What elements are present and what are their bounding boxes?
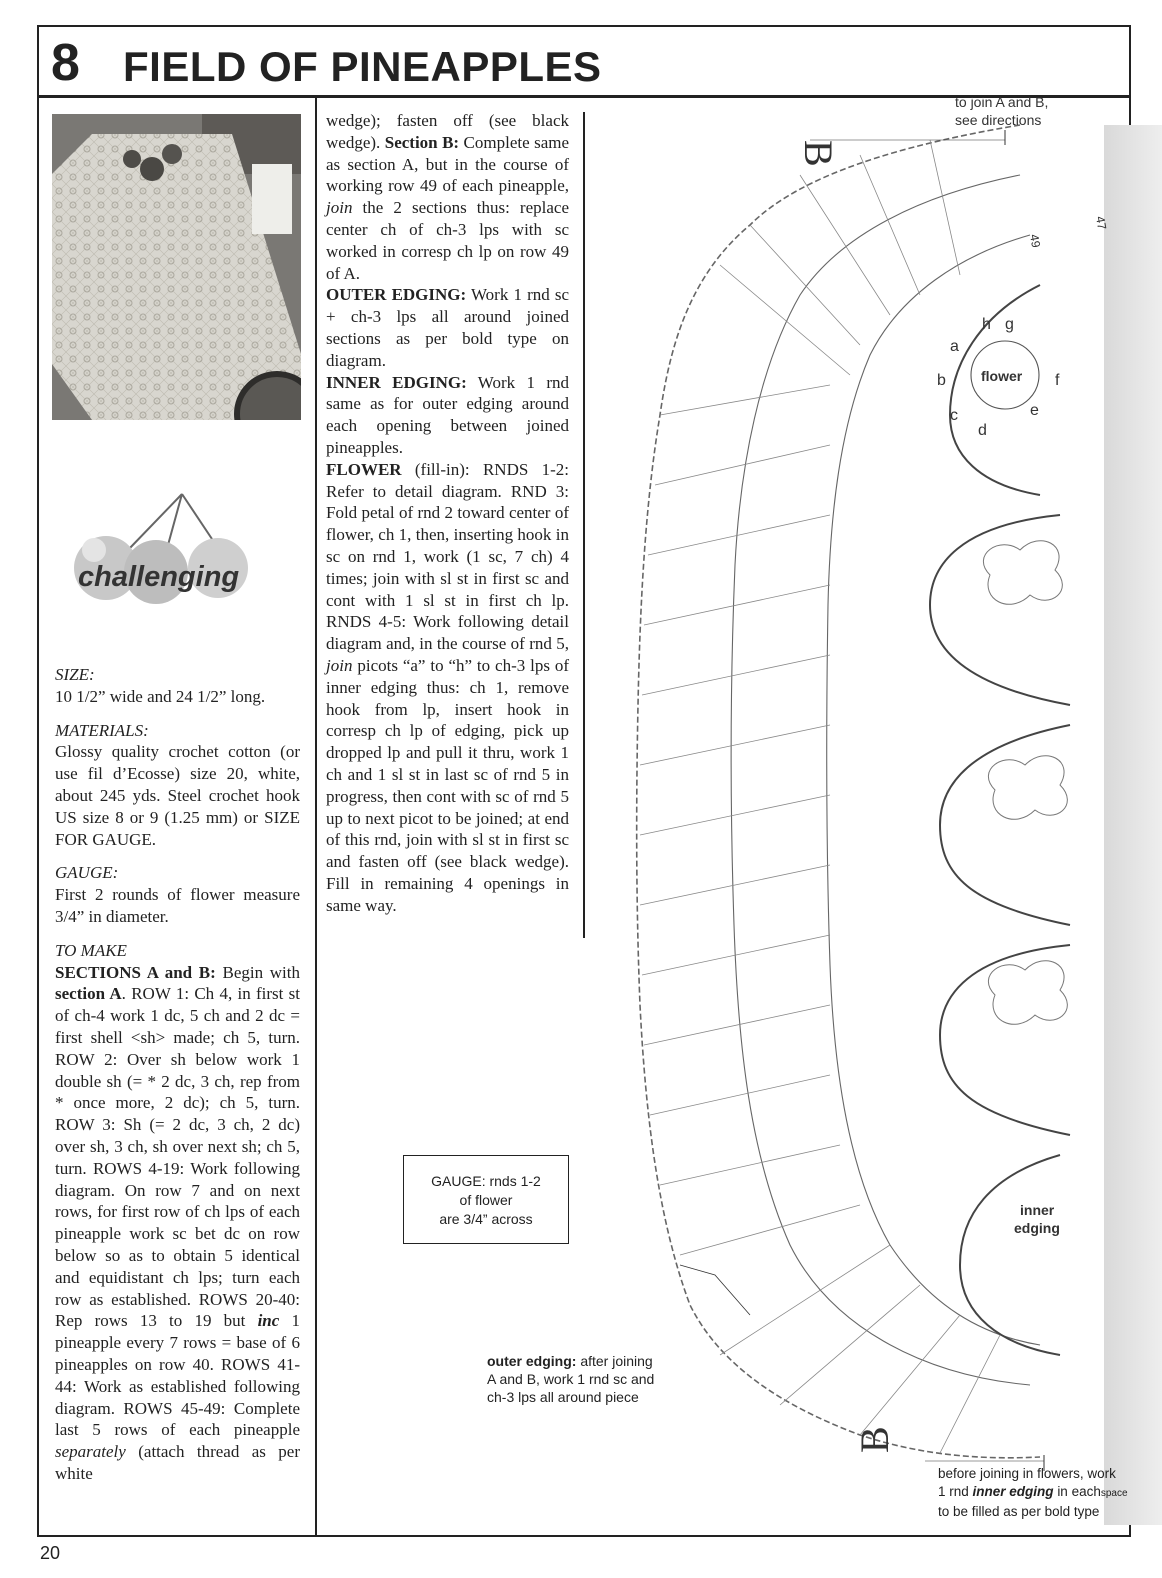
picot-letter-b: b: [937, 372, 946, 389]
flower-join: join: [326, 655, 353, 675]
flower-label: flower: [981, 368, 1023, 384]
join-label: join: [326, 198, 353, 218]
picot-letter-d: d: [978, 422, 987, 439]
column-divider-left: [315, 98, 317, 1537]
bottom-note-space: space: [1100, 1488, 1128, 1499]
size-heading: SIZE:: [55, 665, 95, 684]
outer-edging-note: [487, 1352, 687, 1406]
p1-c: the 2 sections thus: replace center ch of ch-3 lps with sc worked in corresp ch lp on row 49 of A.: [326, 198, 569, 283]
outer-edging-label: OUTER EDGING:: [326, 285, 467, 305]
column-divider-middle: [583, 112, 585, 938]
p1-b: Complete same as section A, but in the course of working row 49 of each pineapple,: [326, 132, 570, 196]
cherry-icon: [68, 490, 268, 620]
page-title: FIELD OF PINEAPPLES: [123, 43, 602, 90]
gauge-box: [403, 1155, 569, 1244]
page-number: 20: [40, 1543, 61, 1563]
product-photo: [52, 114, 301, 420]
picot-letter-a: a: [950, 338, 959, 355]
gauge-box-line-3: are 3/4” across: [439, 1211, 533, 1227]
sections-paragraph: [55, 962, 300, 1485]
picot-letter-f: f: [1055, 372, 1060, 389]
diagram-label-b-bottom: B: [852, 1426, 897, 1453]
gauge-box-line-2: of flower: [459, 1192, 513, 1208]
flower-text-a: RNDS 1-2: Refer to detail diagram. RND 3: Fold petal of rnd 2 toward center of flower, ch 1, then, inserting hook in sc on rnd 1, work (1 sc, 7 ch) 4 times; join with sl st in first sc and cont with 1 sl st in first ch lp. RNDS 4-5: Work following detail diagram and, in the course of rnd 5,: [326, 459, 569, 654]
outer-edging-note-line-3: ch-3 lps all around piece: [487, 1389, 639, 1405]
size-text: 10 1/2” wide and 24 1/2” long.: [55, 686, 266, 706]
outer-edging-paragraph: [326, 284, 569, 371]
inner-edging-text: Work 1 rnd same as for outer edging around each opening between joined pineapples.: [326, 372, 569, 457]
picot-letter-c: c: [950, 407, 958, 424]
flower-label: FLOWER: [326, 459, 402, 479]
middle-column: [326, 110, 569, 916]
inner-edging-label-2: edging: [1014, 1220, 1060, 1236]
outer-edging-note-label: outer edging:: [487, 1353, 577, 1369]
flower-fill: (fill-in):: [414, 459, 470, 479]
sections-text-2: 1 pineapple every 7 rows = base of 6 pineapples on row 40. ROWS 41-44: Work as established following diagram. ROWS 45-49: Complete last 5 rows of each pineapple: [55, 1311, 301, 1440]
bottom-note-work: work: [1087, 1466, 1116, 1481]
sections-text: . ROW 1: Ch 4, in first st of ch-4 work 1 dc, 5 ch and 2 dc = first shell <sh> made; ch 5, turn. ROW 2: Over sh below work 1 double sh (= * 2 dc, 3 ch, rep from * once more, 2 dc); ch 5, turn. ROW 3: Sh (= 2 dc, 3 ch, 2 dc) over sh, 3 ch, sh over next sh; ch 5, turn. ROWS 4-19: Work following diagram. On row 7 and on next rows, for first row of ch lps of each pineapple work sc bet dc on row below so as to obtain 5 identical and equidistant ch lps; turn each row as established. ROWS 20-40: Rep rows 13 to 19 but: [55, 984, 300, 1331]
pattern-number: 8: [51, 34, 80, 92]
bottom-note-line-2b: in each: [1057, 1484, 1101, 1499]
outer-edging-note-line-1: after joining: [580, 1353, 653, 1369]
difficulty-badge: [68, 490, 268, 620]
flower-paragraph: [326, 459, 569, 917]
bottom-note: [938, 1465, 1160, 1521]
bottom-note-inner: inner edging: [972, 1484, 1054, 1499]
gauge-text: First 2 rounds of flower measure 3/4” in diameter.: [55, 885, 300, 926]
flower-text-b: picots “a” to “h” to ch-3 lps of inner edging thus: ch 1, remove hook from lp, insert hook in corresp ch lp of edging, pick up dropped lp and pull it thru, work 1 ch and 1 sl st in last sc of rnd 5 in progress, then cont with sc of rnd 5 up to next picot to be joined; at end of this rnd, join with sl st in first sc and fasten off (see black wedge). Fill in remaining 4 openings in same way.: [326, 655, 569, 915]
bottom-note-line-2a: 1 rnd: [938, 1484, 969, 1499]
section-b-label: Section B:: [384, 132, 460, 152]
picot-letter-e: e: [1030, 402, 1039, 419]
inner-edging-label: INNER EDGING:: [326, 372, 467, 392]
materials-text: Glossy quality crochet cotton (or use fil d’Ecosse) size 20, white, about 245 yds. Steel crochet hook US size 8 or 9 (1.25 mm) or SIZE FOR GAUGE.: [55, 742, 300, 849]
p1-a: wedge); fasten off (see black wedge).: [326, 111, 569, 152]
badge-label: challenging: [78, 561, 240, 593]
section-b-paragraph: [326, 110, 569, 284]
left-column: [55, 664, 300, 1485]
begin-text: Begin with: [222, 962, 300, 982]
section-a-label: section A: [55, 984, 122, 1004]
to-make-heading: TO MAKE: [55, 940, 127, 960]
gauge-box-line-1: GAUGE: rnds 1-2: [431, 1173, 541, 1189]
row-label-47: 47: [1093, 215, 1110, 231]
inner-edging-paragraph: [326, 372, 569, 459]
separately-label: separately: [55, 1442, 126, 1462]
bottom-note-line-1: before joining in flowers,: [938, 1466, 1084, 1481]
inner-edging-label-1: inner: [1020, 1202, 1055, 1218]
join-note-line-1: to join A and B,: [955, 94, 1049, 110]
picot-letter-h: h: [982, 316, 991, 333]
picot-letter-g: g: [1005, 316, 1014, 333]
materials-heading: MATERIALS:: [55, 720, 149, 740]
outer-edging-note-line-2: A and B, work 1 rnd sc and: [487, 1371, 655, 1387]
gauge-heading: GAUGE:: [55, 863, 119, 883]
row-label-49: 49: [1027, 233, 1044, 249]
diagram-label-b-top: B: [796, 140, 841, 167]
sections-text-3: (attach thread as per white: [55, 1442, 301, 1483]
sections-label: SECTIONS A and B:: [55, 962, 216, 982]
bottom-note-line-3: to be filled as per bold type: [938, 1504, 1100, 1519]
join-note-line-2: see directions: [955, 112, 1042, 128]
outer-edging-text: Work 1 rnd sc + ch-3 lps all around joined sections as per bold type on diagram.: [326, 285, 569, 370]
crochet-diagram: [600, 85, 1160, 1545]
inc-label: inc: [257, 1311, 280, 1331]
